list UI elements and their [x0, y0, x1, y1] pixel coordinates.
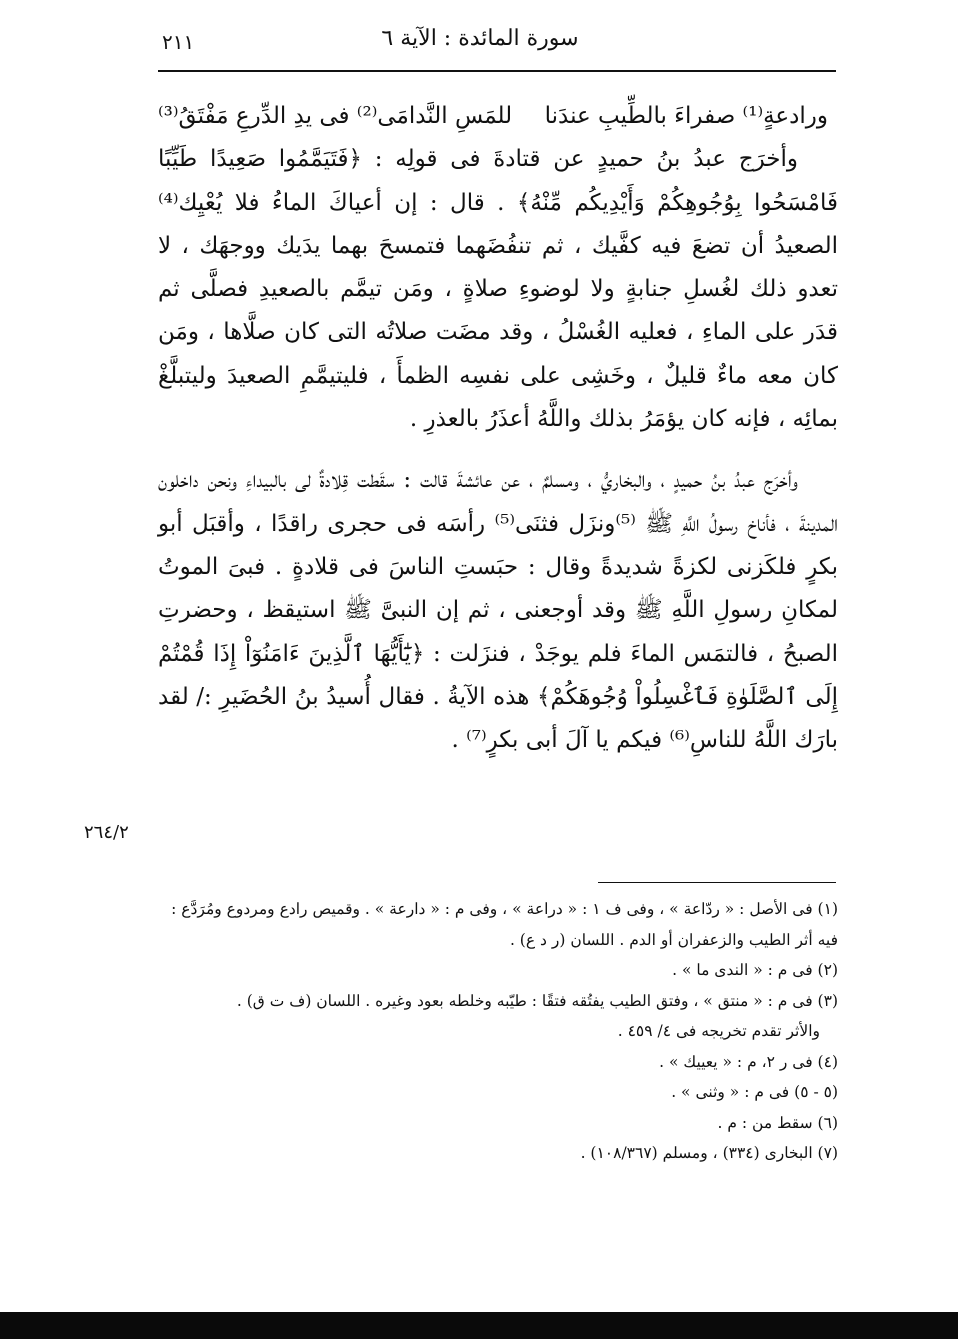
footnote-3-continued: والأثر تقدم تخريجه فى ٤/ ٤٥٩ .	[617, 1022, 820, 1040]
verse-hemistich-right: ورادعةٍ⁽¹⁾ صفراءَ بالطِّيبِ عندَنا	[544, 103, 828, 129]
footnote-3: (٣) فى م : « منتق » ، وفتق الطيب يفتُقه فتقًا : طيّبه وخلطه بعود وغيره . اللسان (ف ت ق) .	[236, 991, 838, 1010]
margin-reference: ٢٦٤/٢	[84, 822, 129, 843]
main-text	[158, 95, 838, 762]
paragraph-aisha: وأخرَج عبدُ بنُ حميدٍ ، والبخاريُّ ، ومسلمٌ ، عن عائشةَ قالت : سقَطت قِلادةٌ لى بالبيداءِ ونحن داخلون المدينةَ ، فأناخ رسولُ اللَّهِ ﷺ ⁽⁵⁾ونزَل فثنَى⁽⁵⁾ رأسَه فى حجرى راقدًا ، وأقبَل أبو بكرٍ فلكَزنى لكزةً شديدةً وقال : حبَستِ الناسَ فى قلادةٍ . فبىَ الموتُ لمكانِ رسولِ اللَّهِ ﷺ وقد أوجعنى ، ثم إن النبىَّ ﷺ استيقظ ، وحضرتِ الصبحُ ، فالتمَس الماءَ فلم يوجَدْ ، فنزَلت : ﴿يَٰٓأَيُّهَا ٱلَّذِينَ ءَامَنُوٓاْ إِذَا قُمْتُمْ إِلَى ٱلصَّلَوٰةِ فَٱغْسِلُواْ وُجُوهَكُمْ﴾ هذه الآيةُ . فقال أُسيدُ بنُ الحُضَيرِ :/ لقد بارَك اللَّهُ للناسِ⁽⁶⁾ فيكم يا آلَ أبى بكرٍ⁽⁷⁾ .	[158, 467, 839, 754]
footnote-7: (٧) البخارى (٣٣٤) ، ومسلم (١٠٨/٣٦٧) .	[580, 1144, 838, 1162]
footnote-2: (٢) فى م : « الندى ما » .	[672, 961, 838, 979]
verse-hemistich-left: للمَسِ النَّدامَى⁽²⁾ فى يدِ الدِّرعِ مَفْتَقُ⁽³⁾	[158, 103, 513, 129]
header-rule	[158, 70, 836, 72]
footnote-1: (١) فى الأصل : « ردّاعة » ، وفى ف ١ : « دراعة » ، وفى م : « دارعة » . وقميص رادع ومردوع ومُرَدَّع : فيه أثر الطيب والزعفران أو الدم . اللسان (ر د ع) .	[171, 900, 838, 949]
verse-line	[158, 95, 838, 138]
footnote-5: (٥ - ٥) فى م : « وثنى » .	[671, 1083, 838, 1101]
page-number: ٢١١	[162, 30, 195, 54]
footnote-6: (٦) سقط من : م .	[717, 1113, 838, 1132]
scan-bottom-edge	[0, 1312, 958, 1339]
footnote-rule	[598, 882, 836, 883]
running-title: سورة المائدة : الآية ٦	[381, 26, 579, 51]
footnotes	[158, 894, 838, 1169]
footnote-4: (٤) فى ر ٢، م : « يعييك » .	[659, 1052, 838, 1071]
paragraph-qatada: وأخرَج عبدُ بنُ حميدٍ عن قتادةَ فى قولِه : ﴿فَتَيَمَّمُوا صَعِيدًا طَيِّبًا فَامْسَحُوا بِوُجُوهِكُمْ وَأَيْدِيكُم مِّنْهُ﴾ . قال : إن أعياكَ الماءُ فلا يُعْيِك⁽⁴⁾ الصعيدُ أن تضعَ فيه كفَّيك ، ثم تنفُضَهما فتمسحَ بهما يدَيك ووجهَك ، لا تعدو ذلك لغُسلِ جنابةٍ ولا لوضوءِ صلاةٍ ، ومَن تيمَّم بالصعيدِ فصلَّى ثم قدَر على الماءِ ، فعليه الغُسْلُ ، وقد مضَت صلاتُه التى كان صلَّاها ، ومَن كان معه ماءٌ قليلٌ ، وخَشِى على نفسِه الظمأَ ، فليتيمَّمِ الصعيدَ وليتبلَّغْ بمائِه ، فإنه كان يؤمَرُ بذلك واللَّهُ أعذَرُ بالعذرِ .	[158, 146, 838, 433]
